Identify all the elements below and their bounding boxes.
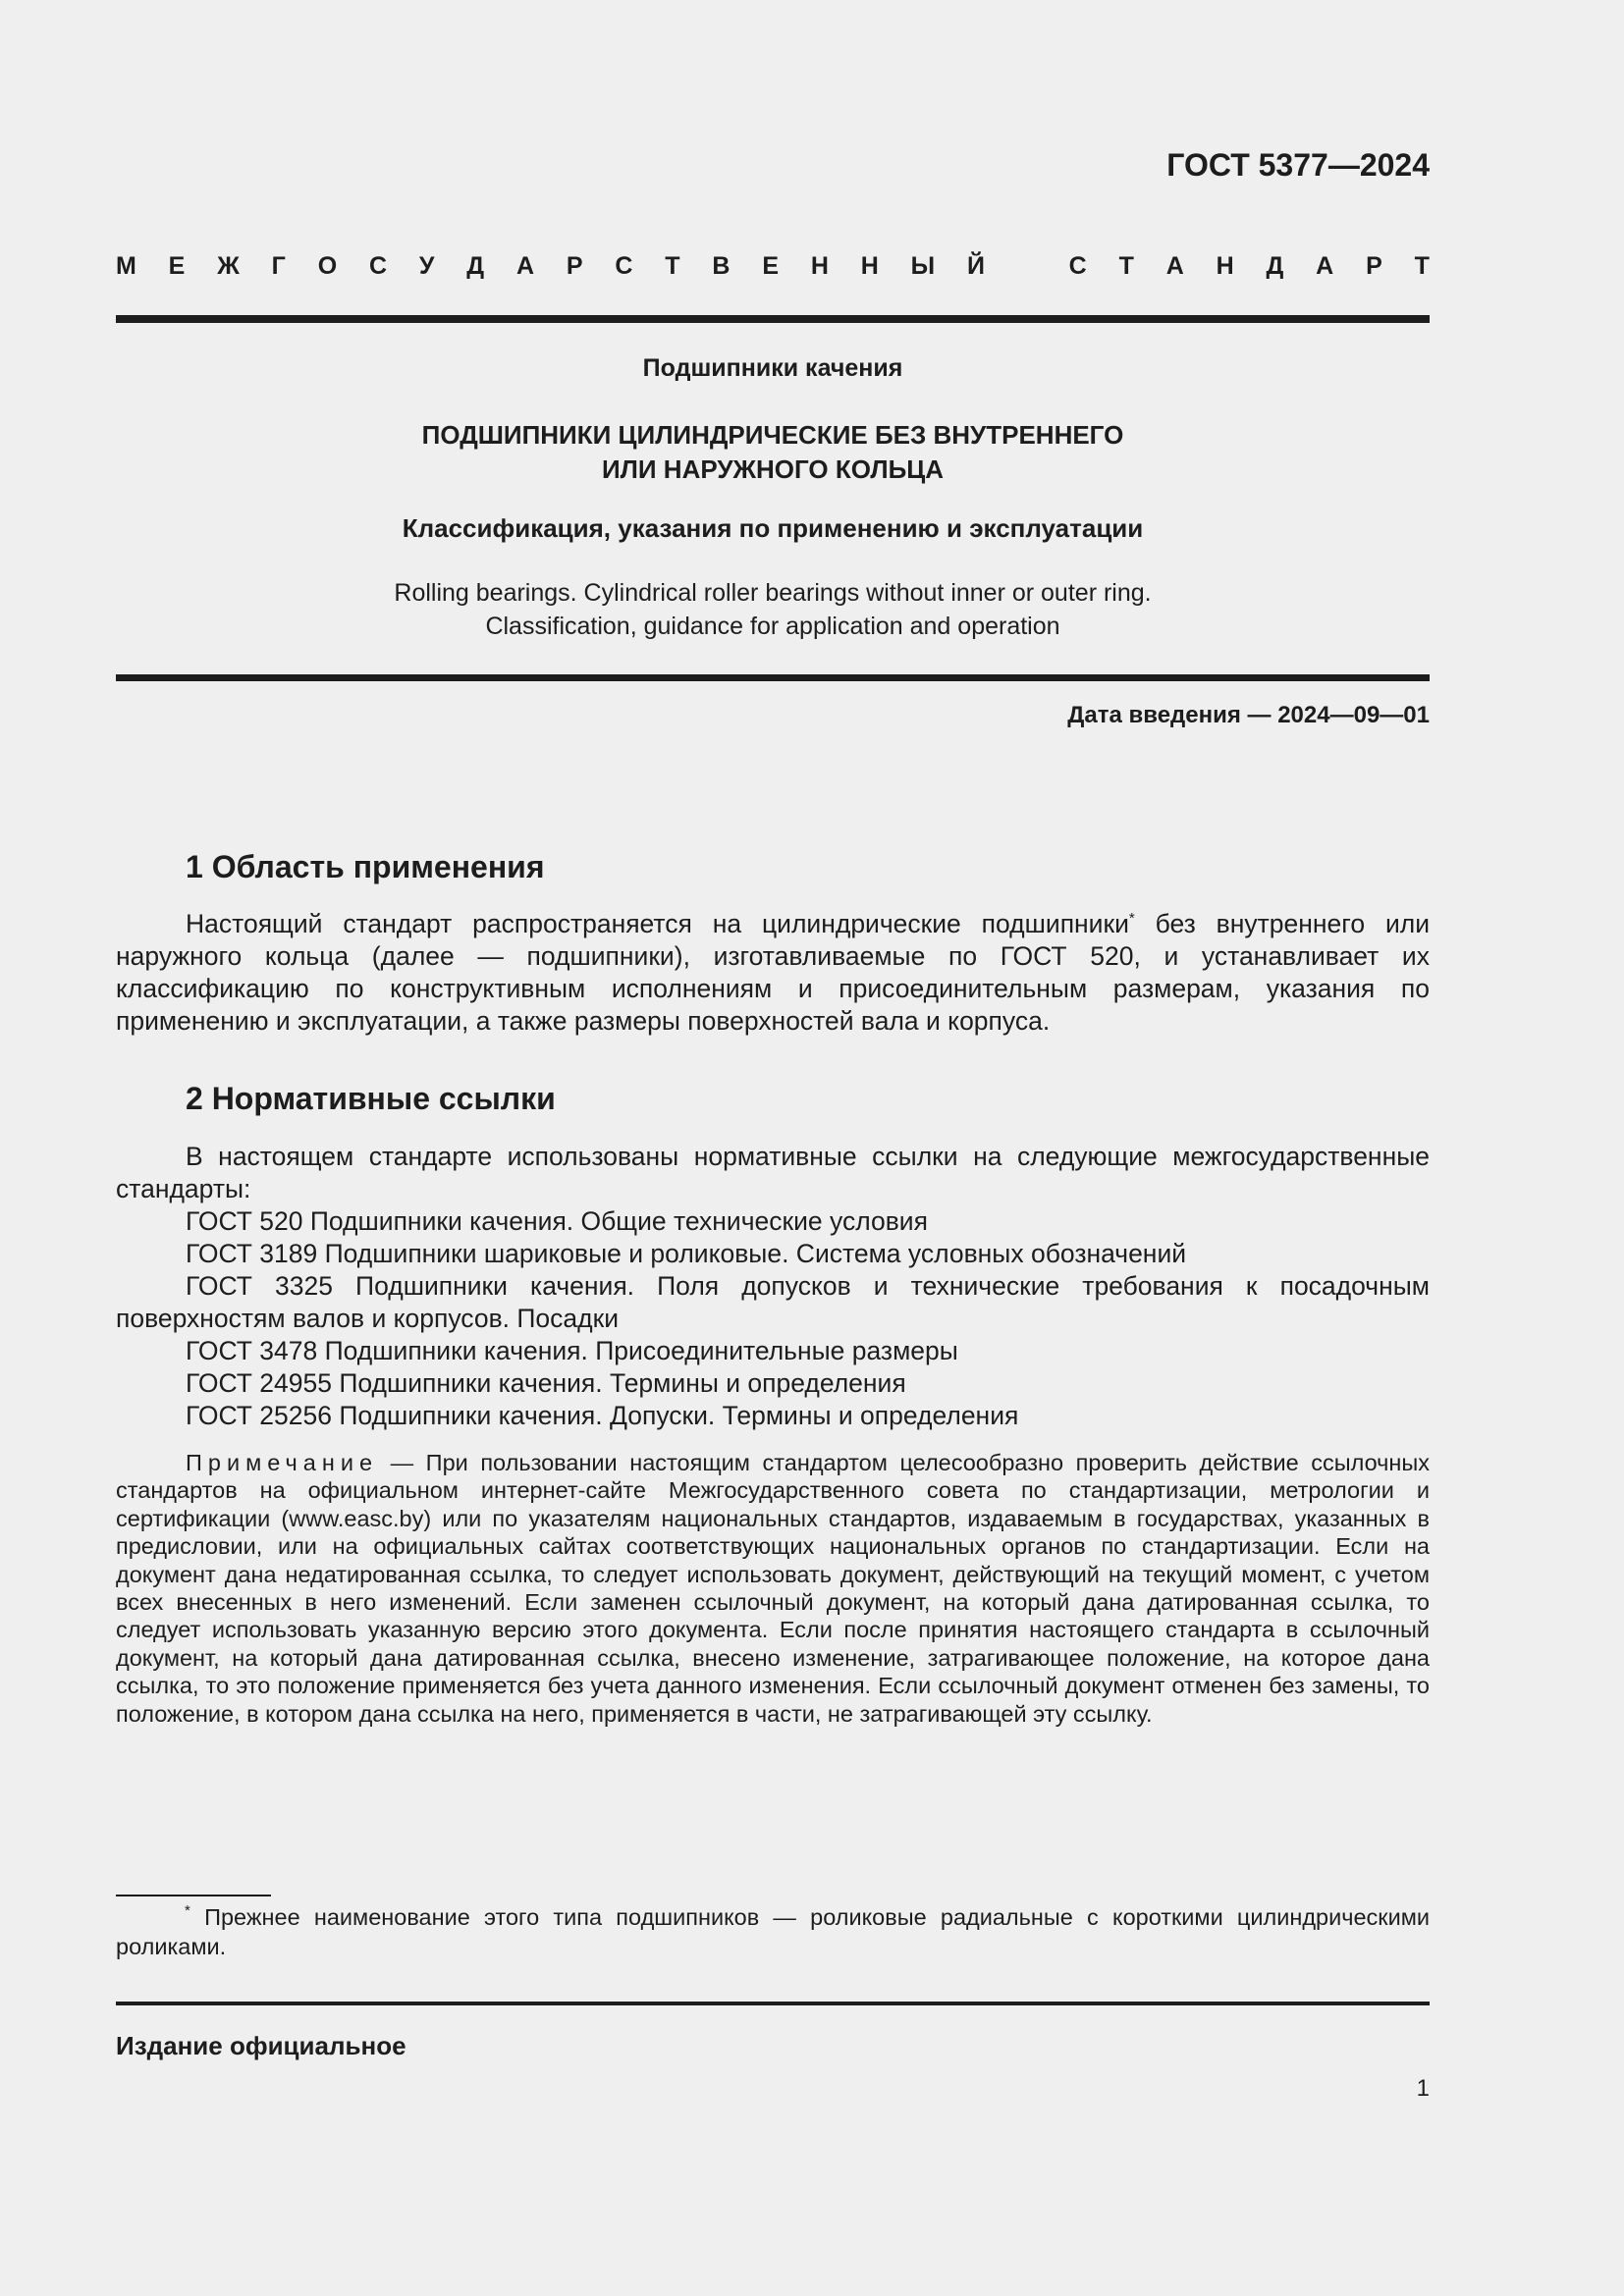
- reference-item: ГОСТ 3325 Подшипники качения. Поля допусков и технические требования к посадочным поверхностям валов и корпусов. Посадки: [116, 1271, 1430, 1333]
- banner-letter: Т: [665, 252, 680, 280]
- banner-letter: А: [1165, 252, 1184, 280]
- title-subtitle: Классификация, указания по применению и эксплуатации: [402, 513, 1144, 543]
- banner-letter: М: [116, 252, 136, 280]
- footer-rule: [116, 2002, 1430, 2005]
- title-english-line-1: Rolling bearings. Cylindrical roller bearings without inner or outer ring.: [394, 579, 1152, 607]
- note-label: Примечание: [186, 1450, 379, 1475]
- section-1-paragraph: [116, 908, 1430, 1038]
- title-main-line-2: ИЛИ НАРУЖНОГО КОЛЬЦА: [601, 454, 945, 484]
- top-rule: [116, 315, 1430, 323]
- reference-item: ГОСТ 24955 Подшипники качения. Термины и определения: [186, 1368, 906, 1398]
- banner-letter: Т: [1414, 252, 1430, 280]
- date-of-introduction: Дата введения — 2024—09—01: [1067, 702, 1430, 728]
- interstate-standard-banner: [116, 252, 1430, 281]
- reference-item: ГОСТ 3478 Подшипники качения. Присоединительные размеры: [186, 1336, 958, 1365]
- section-1-heading: 1 Область применения: [186, 849, 545, 884]
- banner-letter: Т: [1118, 252, 1134, 280]
- banner-letter: Р: [566, 252, 583, 280]
- footnote-mark: *: [185, 1902, 190, 1919]
- section-1-text-end: без внутреннего или наружного кольца (далее — подшипники), изготавливаемые по ГОСТ 520, и устанавливает их классификацию по конструктивным исполнениям и присоединительным размерам, указания по применению и эксплуатации, а также размеры поверхностей вала и корпуса.: [116, 909, 1431, 1036]
- banner-letter: Н: [810, 252, 829, 280]
- banner-letter: О: [317, 252, 338, 280]
- banner-letter: У: [418, 252, 435, 280]
- footnote-text: Прежнее наименование этого типа подшипников — роликовые радиальные с короткими цилиндрическими роликами.: [116, 1904, 1430, 1959]
- banner-letter: Й: [967, 252, 985, 280]
- footnote: [116, 1902, 1430, 1961]
- banner-letter: Е: [762, 252, 780, 280]
- banner-letter: Ы: [910, 252, 936, 280]
- reference-item: ГОСТ 520 Подшипники качения. Общие технические условия: [186, 1206, 928, 1236]
- title-english: [116, 576, 1430, 643]
- banner-letter: Ж: [217, 252, 240, 280]
- title-main-line-1: ПОДШИПНИКИ ЦИЛИНДРИЧЕСКИЕ БЕЗ ВНУТРЕННЕГО: [421, 420, 1124, 450]
- note-text: — При пользовании настоящим стандартом целесообразно проверить действие ссылочных стандартов на официальном интернет-сайте Межгосударственного совета по стандартизации, метрологии и сертификации (www.easc.by) или по указателям национальных стандартов, издаваемым в государствах, указанных в предисловии, или на официальных сайтах соответствующих национальных органов по стандартизации. Если на документ дана недатированная ссылка, то следует использовать документ, действующий на текущий момент, с учетом всех внесенных в него изменений. Если заменен ссылочный документ, на который дана датированная ссылка, то следует использовать указанную версию этого документа. Если после принятия настоящего стандарта в ссылочный документ, на который дана датированная ссылка, внесено изменение, затрагивающее положение, на которое дана ссылка, то это положение применяется без учета данного изменения. Если ссылочный документ отменен без замены, то положение, в котором дана ссылка на него, применяется в части, не затрагивающей эту ссылку.: [116, 1450, 1430, 1727]
- banner-letter: Е: [168, 252, 186, 280]
- title-category: Подшипники качения: [642, 354, 903, 382]
- banner-letter: Н: [860, 252, 879, 280]
- document-page: [116, 0, 1430, 2296]
- reference-item: ГОСТ 3189 Подшипники шариковые и роликовые. Система условных обозначений: [186, 1239, 1187, 1268]
- banner-letter: Н: [1216, 252, 1234, 280]
- banner-letter: А: [515, 252, 535, 280]
- reference-item: ГОСТ 25256 Подшипники качения. Допуски. Термины и определения: [186, 1401, 1019, 1430]
- title-main: [116, 418, 1430, 487]
- banner-letter: Д: [1266, 252, 1284, 280]
- section-2-heading: 2 Нормативные ссылки: [186, 1081, 556, 1116]
- banner-letter: Д: [466, 252, 485, 280]
- banner-letter: Р: [1366, 252, 1382, 280]
- reference-note: [116, 1449, 1430, 1728]
- standard-designation: ГОСТ 5377—2024: [1166, 147, 1430, 183]
- banner-letter: С: [1068, 252, 1087, 280]
- title-bottom-rule: [116, 674, 1430, 681]
- banner-letter: Г: [271, 252, 286, 280]
- reference-list: [116, 1205, 1430, 1432]
- banner-letter: С: [368, 252, 388, 280]
- banner-letter: С: [615, 252, 633, 280]
- footnote-reference-mark[interactable]: *: [1128, 910, 1135, 927]
- section-1-text-start: Настоящий стандарт распространяется на цилиндрические подшипники: [186, 909, 1129, 938]
- section-2-intro: В настоящем стандарте использованы нормативные ссылки на следующие межгосударственные стандарты:: [116, 1142, 1430, 1203]
- page-number: 1: [1416, 2075, 1430, 2102]
- title-english-line-2: Classification, guidance for application and operation: [485, 613, 1060, 640]
- banner-letter: В: [712, 252, 731, 280]
- footnote-separator: [116, 1895, 271, 1896]
- official-edition-label: Издание официальное: [116, 2031, 406, 2060]
- banner-letter: А: [1316, 252, 1334, 280]
